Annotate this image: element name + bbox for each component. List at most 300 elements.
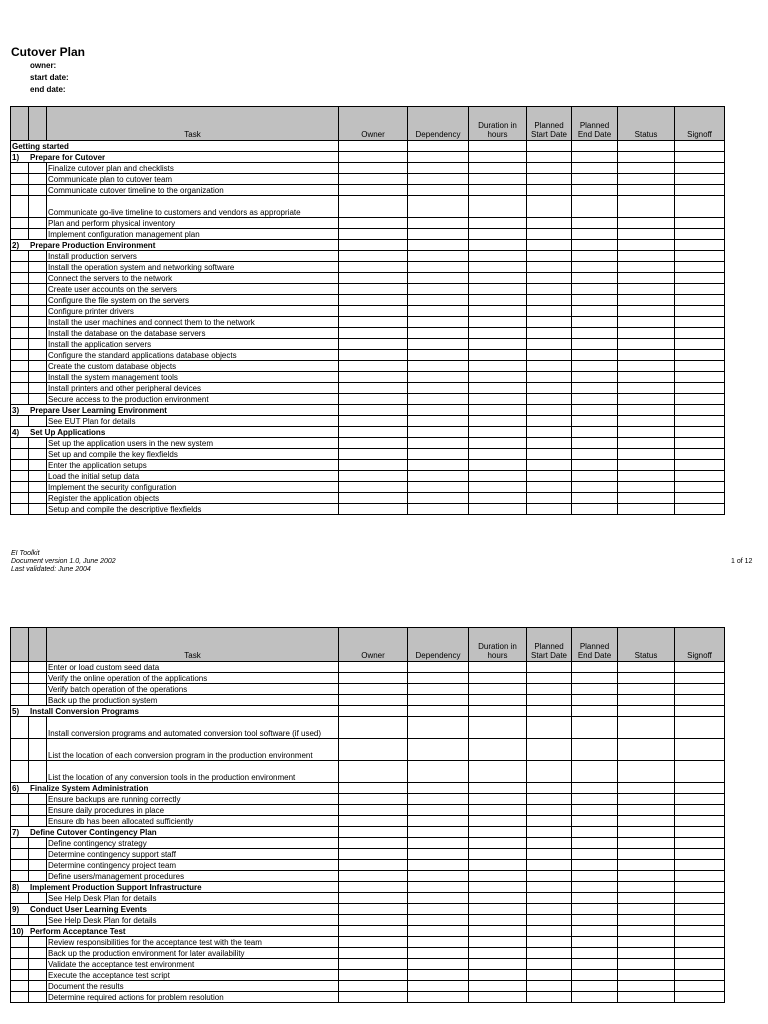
dependency-cell[interactable] [408,262,469,273]
planned-start-cell[interactable] [527,449,572,460]
dependency-cell[interactable] [408,860,469,871]
status-cell[interactable] [618,174,675,185]
planned-start-cell[interactable] [527,196,572,218]
planned-end-cell[interactable] [572,361,618,372]
planned-end-cell[interactable] [572,915,618,926]
owner-cell[interactable] [339,449,408,460]
signoff-cell[interactable] [675,306,725,317]
signoff-cell[interactable] [675,904,725,915]
dependency-cell[interactable] [408,405,469,416]
owner-cell[interactable] [339,871,408,882]
dependency-cell[interactable] [408,251,469,262]
planned-end-cell[interactable] [572,152,618,163]
status-cell[interactable] [618,706,675,717]
duration-cell[interactable] [469,438,527,449]
planned-end-cell[interactable] [572,794,618,805]
duration-cell[interactable] [469,915,527,926]
status-cell[interactable] [618,339,675,350]
dependency-cell[interactable] [408,695,469,706]
status-cell[interactable] [618,449,675,460]
planned-end-cell[interactable] [572,827,618,838]
duration-cell[interactable] [469,306,527,317]
signoff-cell[interactable] [675,684,725,695]
status-cell[interactable] [618,262,675,273]
planned-start-cell[interactable] [527,761,572,783]
status-cell[interactable] [618,361,675,372]
owner-cell[interactable] [339,893,408,904]
owner-cell[interactable] [339,948,408,959]
owner-cell[interactable] [339,937,408,948]
planned-start-cell[interactable] [527,893,572,904]
status-cell[interactable] [618,838,675,849]
owner-cell[interactable] [339,394,408,405]
status-cell[interactable] [618,295,675,306]
duration-cell[interactable] [469,449,527,460]
status-cell[interactable] [618,849,675,860]
duration-cell[interactable] [469,152,527,163]
dependency-cell[interactable] [408,959,469,970]
planned-start-cell[interactable] [527,251,572,262]
planned-end-cell[interactable] [572,163,618,174]
owner-cell[interactable] [339,959,408,970]
owner-cell[interactable] [339,695,408,706]
signoff-cell[interactable] [675,383,725,394]
signoff-cell[interactable] [675,317,725,328]
planned-start-cell[interactable] [527,717,572,739]
signoff-cell[interactable] [675,739,725,761]
planned-end-cell[interactable] [572,706,618,717]
planned-end-cell[interactable] [572,860,618,871]
duration-cell[interactable] [469,372,527,383]
signoff-cell[interactable] [675,761,725,783]
status-cell[interactable] [618,970,675,981]
planned-end-cell[interactable] [572,882,618,893]
dependency-cell[interactable] [408,827,469,838]
planned-start-cell[interactable] [527,482,572,493]
planned-start-cell[interactable] [527,904,572,915]
signoff-cell[interactable] [675,838,725,849]
planned-start-cell[interactable] [527,317,572,328]
dependency-cell[interactable] [408,394,469,405]
status-cell[interactable] [618,317,675,328]
dependency-cell[interactable] [408,816,469,827]
planned-end-cell[interactable] [572,684,618,695]
planned-end-cell[interactable] [572,959,618,970]
owner-cell[interactable] [339,926,408,937]
signoff-cell[interactable] [675,482,725,493]
planned-start-cell[interactable] [527,361,572,372]
status-cell[interactable] [618,904,675,915]
dependency-cell[interactable] [408,504,469,515]
owner-cell[interactable] [339,915,408,926]
dependency-cell[interactable] [408,926,469,937]
dependency-cell[interactable] [408,196,469,218]
status-cell[interactable] [618,893,675,904]
status-cell[interactable] [618,394,675,405]
planned-start-cell[interactable] [527,416,572,427]
owner-cell[interactable] [339,471,408,482]
duration-cell[interactable] [469,460,527,471]
duration-cell[interactable] [469,706,527,717]
planned-start-cell[interactable] [527,471,572,482]
signoff-cell[interactable] [675,882,725,893]
signoff-cell[interactable] [675,185,725,196]
dependency-cell[interactable] [408,284,469,295]
owner-cell[interactable] [339,306,408,317]
owner-cell[interactable] [339,427,408,438]
planned-end-cell[interactable] [572,251,618,262]
planned-start-cell[interactable] [527,339,572,350]
status-cell[interactable] [618,915,675,926]
planned-start-cell[interactable] [527,882,572,893]
dependency-cell[interactable] [408,915,469,926]
status-cell[interactable] [618,273,675,284]
planned-start-cell[interactable] [527,460,572,471]
planned-end-cell[interactable] [572,471,618,482]
planned-start-cell[interactable] [527,493,572,504]
planned-end-cell[interactable] [572,273,618,284]
duration-cell[interactable] [469,838,527,849]
dependency-cell[interactable] [408,706,469,717]
signoff-cell[interactable] [675,240,725,251]
dependency-cell[interactable] [408,937,469,948]
duration-cell[interactable] [469,717,527,739]
owner-cell[interactable] [339,838,408,849]
signoff-cell[interactable] [675,937,725,948]
owner-cell[interactable] [339,970,408,981]
planned-start-cell[interactable] [527,295,572,306]
signoff-cell[interactable] [675,915,725,926]
duration-cell[interactable] [469,251,527,262]
signoff-cell[interactable] [675,152,725,163]
planned-start-cell[interactable] [527,383,572,394]
dependency-cell[interactable] [408,185,469,196]
dependency-cell[interactable] [408,805,469,816]
signoff-cell[interactable] [675,141,725,152]
planned-end-cell[interactable] [572,926,618,937]
owner-cell[interactable] [339,482,408,493]
planned-end-cell[interactable] [572,992,618,1003]
signoff-cell[interactable] [675,350,725,361]
planned-end-cell[interactable] [572,416,618,427]
signoff-cell[interactable] [675,783,725,794]
owner-cell[interactable] [339,262,408,273]
signoff-cell[interactable] [675,339,725,350]
signoff-cell[interactable] [675,695,725,706]
dependency-cell[interactable] [408,673,469,684]
duration-cell[interactable] [469,394,527,405]
planned-end-cell[interactable] [572,673,618,684]
owner-cell[interactable] [339,251,408,262]
planned-start-cell[interactable] [527,926,572,937]
planned-start-cell[interactable] [527,504,572,515]
planned-start-cell[interactable] [527,673,572,684]
status-cell[interactable] [618,739,675,761]
owner-cell[interactable] [339,684,408,695]
status-cell[interactable] [618,695,675,706]
owner-cell[interactable] [339,229,408,240]
planned-start-cell[interactable] [527,152,572,163]
status-cell[interactable] [618,684,675,695]
planned-start-cell[interactable] [527,350,572,361]
signoff-cell[interactable] [675,251,725,262]
duration-cell[interactable] [469,805,527,816]
planned-end-cell[interactable] [572,662,618,673]
duration-cell[interactable] [469,273,527,284]
planned-end-cell[interactable] [572,284,618,295]
dependency-cell[interactable] [408,328,469,339]
duration-cell[interactable] [469,871,527,882]
owner-cell[interactable] [339,882,408,893]
duration-cell[interactable] [469,416,527,427]
status-cell[interactable] [618,196,675,218]
owner-cell[interactable] [339,504,408,515]
signoff-cell[interactable] [675,229,725,240]
planned-end-cell[interactable] [572,427,618,438]
owner-cell[interactable] [339,218,408,229]
signoff-cell[interactable] [675,816,725,827]
dependency-cell[interactable] [408,662,469,673]
signoff-cell[interactable] [675,926,725,937]
signoff-cell[interactable] [675,504,725,515]
planned-end-cell[interactable] [572,871,618,882]
duration-cell[interactable] [469,240,527,251]
owner-cell[interactable] [339,460,408,471]
planned-end-cell[interactable] [572,383,618,394]
signoff-cell[interactable] [675,416,725,427]
duration-cell[interactable] [469,471,527,482]
dependency-cell[interactable] [408,383,469,394]
dependency-cell[interactable] [408,684,469,695]
planned-start-cell[interactable] [527,805,572,816]
duration-cell[interactable] [469,427,527,438]
owner-cell[interactable] [339,816,408,827]
status-cell[interactable] [618,860,675,871]
duration-cell[interactable] [469,695,527,706]
planned-end-cell[interactable] [572,981,618,992]
status-cell[interactable] [618,482,675,493]
planned-start-cell[interactable] [527,794,572,805]
planned-end-cell[interactable] [572,240,618,251]
dependency-cell[interactable] [408,471,469,482]
planned-end-cell[interactable] [572,504,618,515]
signoff-cell[interactable] [675,970,725,981]
planned-end-cell[interactable] [572,761,618,783]
owner-cell[interactable] [339,361,408,372]
planned-start-cell[interactable] [527,141,572,152]
planned-start-cell[interactable] [527,849,572,860]
planned-start-cell[interactable] [527,185,572,196]
signoff-cell[interactable] [675,673,725,684]
signoff-cell[interactable] [675,860,725,871]
planned-end-cell[interactable] [572,218,618,229]
planned-end-cell[interactable] [572,816,618,827]
owner-cell[interactable] [339,405,408,416]
dependency-cell[interactable] [408,849,469,860]
status-cell[interactable] [618,948,675,959]
dependency-cell[interactable] [408,482,469,493]
planned-start-cell[interactable] [527,827,572,838]
planned-end-cell[interactable] [572,805,618,816]
planned-end-cell[interactable] [572,893,618,904]
planned-end-cell[interactable] [572,695,618,706]
owner-cell[interactable] [339,992,408,1003]
dependency-cell[interactable] [408,992,469,1003]
status-cell[interactable] [618,185,675,196]
signoff-cell[interactable] [675,893,725,904]
status-cell[interactable] [618,504,675,515]
signoff-cell[interactable] [675,992,725,1003]
dependency-cell[interactable] [408,273,469,284]
planned-start-cell[interactable] [527,992,572,1003]
signoff-cell[interactable] [675,438,725,449]
dependency-cell[interactable] [408,152,469,163]
owner-cell[interactable] [339,185,408,196]
signoff-cell[interactable] [675,361,725,372]
duration-cell[interactable] [469,882,527,893]
owner-cell[interactable] [339,196,408,218]
duration-cell[interactable] [469,383,527,394]
planned-end-cell[interactable] [572,849,618,860]
owner-cell[interactable] [339,673,408,684]
duration-cell[interactable] [469,328,527,339]
owner-cell[interactable] [339,805,408,816]
duration-cell[interactable] [469,141,527,152]
owner-cell[interactable] [339,383,408,394]
dependency-cell[interactable] [408,361,469,372]
signoff-cell[interactable] [675,471,725,482]
planned-start-cell[interactable] [527,273,572,284]
planned-start-cell[interactable] [527,981,572,992]
duration-cell[interactable] [469,262,527,273]
planned-start-cell[interactable] [527,684,572,695]
dependency-cell[interactable] [408,871,469,882]
signoff-cell[interactable] [675,794,725,805]
duration-cell[interactable] [469,794,527,805]
owner-cell[interactable] [339,717,408,739]
status-cell[interactable] [618,871,675,882]
planned-start-cell[interactable] [527,706,572,717]
dependency-cell[interactable] [408,317,469,328]
signoff-cell[interactable] [675,717,725,739]
owner-cell[interactable] [339,706,408,717]
planned-start-cell[interactable] [527,262,572,273]
signoff-cell[interactable] [675,493,725,504]
planned-start-cell[interactable] [527,284,572,295]
planned-end-cell[interactable] [572,493,618,504]
planned-end-cell[interactable] [572,717,618,739]
status-cell[interactable] [618,350,675,361]
owner-cell[interactable] [339,273,408,284]
owner-cell[interactable] [339,904,408,915]
duration-cell[interactable] [469,827,527,838]
dependency-cell[interactable] [408,838,469,849]
owner-cell[interactable] [339,860,408,871]
signoff-cell[interactable] [675,427,725,438]
planned-start-cell[interactable] [527,328,572,339]
planned-end-cell[interactable] [572,196,618,218]
planned-end-cell[interactable] [572,838,618,849]
planned-start-cell[interactable] [527,783,572,794]
planned-end-cell[interactable] [572,482,618,493]
owner-cell[interactable] [339,284,408,295]
owner-cell[interactable] [339,174,408,185]
planned-start-cell[interactable] [527,915,572,926]
planned-start-cell[interactable] [527,948,572,959]
dependency-cell[interactable] [408,893,469,904]
status-cell[interactable] [618,218,675,229]
duration-cell[interactable] [469,860,527,871]
planned-start-cell[interactable] [527,860,572,871]
dependency-cell[interactable] [408,163,469,174]
duration-cell[interactable] [469,361,527,372]
duration-cell[interactable] [469,948,527,959]
signoff-cell[interactable] [675,295,725,306]
planned-end-cell[interactable] [572,328,618,339]
signoff-cell[interactable] [675,163,725,174]
status-cell[interactable] [618,163,675,174]
status-cell[interactable] [618,992,675,1003]
status-cell[interactable] [618,416,675,427]
duration-cell[interactable] [469,783,527,794]
planned-end-cell[interactable] [572,185,618,196]
planned-start-cell[interactable] [527,937,572,948]
owner-cell[interactable] [339,240,408,251]
planned-end-cell[interactable] [572,339,618,350]
duration-cell[interactable] [469,174,527,185]
signoff-cell[interactable] [675,460,725,471]
dependency-cell[interactable] [408,174,469,185]
status-cell[interactable] [618,438,675,449]
planned-end-cell[interactable] [572,948,618,959]
planned-end-cell[interactable] [572,141,618,152]
status-cell[interactable] [618,493,675,504]
status-cell[interactable] [618,240,675,251]
signoff-cell[interactable] [675,218,725,229]
duration-cell[interactable] [469,196,527,218]
dependency-cell[interactable] [408,981,469,992]
duration-cell[interactable] [469,673,527,684]
planned-end-cell[interactable] [572,783,618,794]
status-cell[interactable] [618,816,675,827]
dependency-cell[interactable] [408,427,469,438]
signoff-cell[interactable] [675,196,725,218]
duration-cell[interactable] [469,684,527,695]
dependency-cell[interactable] [408,493,469,504]
signoff-cell[interactable] [675,273,725,284]
dependency-cell[interactable] [408,229,469,240]
status-cell[interactable] [618,926,675,937]
planned-end-cell[interactable] [572,904,618,915]
planned-end-cell[interactable] [572,295,618,306]
planned-start-cell[interactable] [527,816,572,827]
planned-start-cell[interactable] [527,871,572,882]
planned-start-cell[interactable] [527,739,572,761]
dependency-cell[interactable] [408,141,469,152]
status-cell[interactable] [618,229,675,240]
owner-cell[interactable] [339,981,408,992]
owner-cell[interactable] [339,372,408,383]
owner-cell[interactable] [339,794,408,805]
status-cell[interactable] [618,328,675,339]
planned-end-cell[interactable] [572,229,618,240]
status-cell[interactable] [618,761,675,783]
planned-end-cell[interactable] [572,317,618,328]
planned-end-cell[interactable] [572,405,618,416]
signoff-cell[interactable] [675,394,725,405]
planned-end-cell[interactable] [572,937,618,948]
planned-start-cell[interactable] [527,838,572,849]
